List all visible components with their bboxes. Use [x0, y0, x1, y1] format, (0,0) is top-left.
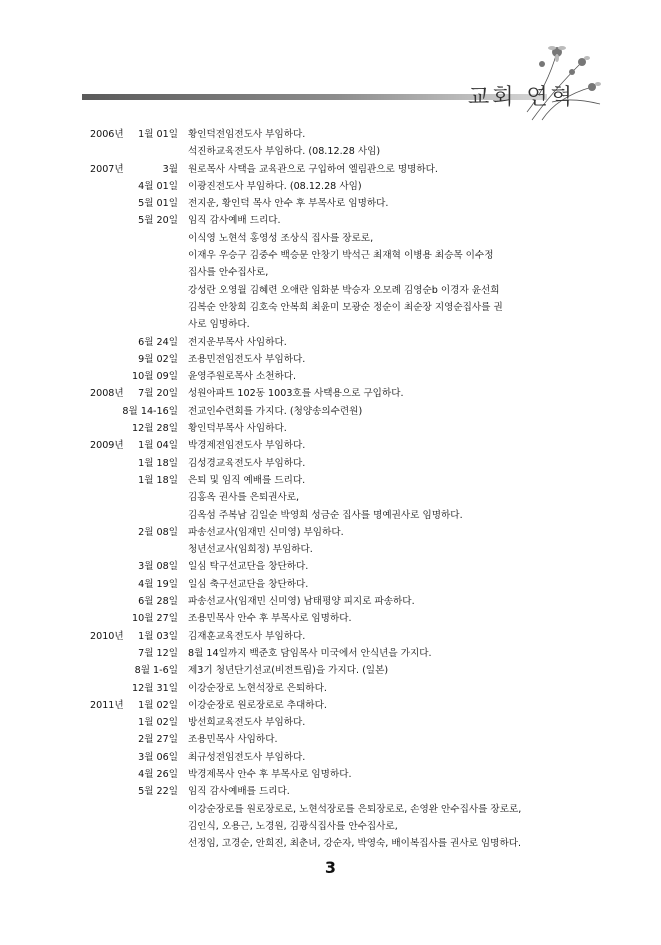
row-date: 3월 — [162, 163, 178, 175]
row-date: 1월 18일 — [138, 474, 178, 486]
row-text: 석진하교육전도사 부임하다. (08.12.28 사임) — [188, 146, 381, 158]
row-text: 이재우 우승구 김중수 백승문 안창기 박석근 최재혁 이병용 최승목 이수정 — [188, 250, 494, 262]
chronology-row — [0, 645, 661, 662]
row-date: 2월 27일 — [138, 734, 178, 746]
row-year: 2007년 — [90, 163, 124, 175]
row-text: 김복순 안창희 김호숙 안복희 최윤미 모광순 정순이 최순장 지영순집사를 권 — [188, 301, 503, 313]
row-date: 1월 02일 — [138, 699, 178, 711]
row-text: 방선희교육전도사 부임하다. — [188, 717, 306, 729]
page-number: 3 — [324, 858, 337, 877]
row-date: 6월 28일 — [138, 596, 178, 608]
chronology-row — [0, 334, 661, 351]
row-year: 2006년 — [90, 129, 124, 140]
row-text: 집사를 안수집사로, — [188, 267, 269, 279]
row-text: 이강순장로 노현석장로 은퇴하다. — [188, 682, 327, 694]
row-text: 김인식, 오용근, 노경원, 김광식집사를 안수집사로, — [188, 820, 398, 832]
chronology-row — [0, 731, 661, 748]
chronology-row — [0, 576, 661, 593]
row-text: 조용민전임전도사 부임하다. — [188, 353, 306, 365]
row-text: 이강순장로 원로장로로 추대하다. — [188, 699, 327, 711]
row-text: 일심 축구선교단을 창단하다. — [188, 578, 309, 590]
chronology-row — [0, 714, 661, 731]
chronology-row — [0, 801, 661, 818]
chronology-row — [0, 437, 661, 454]
chronology-row — [0, 489, 661, 506]
row-text: 원로목사 사택을 교육관으로 구입하여 엘림관으로 명명하다. — [188, 163, 438, 175]
row-year: 2009년 — [90, 440, 124, 452]
row-date: 5월 20일 — [138, 215, 178, 227]
chronology-row — [0, 247, 661, 264]
row-date: 2월 08일 — [138, 526, 178, 538]
row-text: 김재훈교육전도사 부임하다. — [188, 630, 306, 642]
chronology-row — [0, 143, 661, 160]
chronology-row — [0, 818, 661, 835]
row-date: 10월 09일 — [132, 371, 178, 383]
chronology-row — [0, 264, 661, 281]
chronology-row — [0, 835, 661, 852]
row-text: 이강순장로를 원로장로로, 노현석장로를 은퇴장로로, 손영완 안수집사를 장로로, — [188, 803, 522, 815]
chronology-row — [0, 385, 661, 402]
chronology-row — [0, 351, 661, 368]
row-text: 박경제목사 안수 후 부목사로 임명하다. — [188, 768, 352, 780]
chronology-row — [0, 507, 661, 524]
chronology-row — [0, 524, 661, 541]
chronology-row — [0, 628, 661, 645]
row-text: 파송선교사(임재민 신미영) 남태평양 피지로 파송하다. — [188, 596, 415, 608]
row-date: 1월 03일 — [138, 630, 178, 642]
row-text: 은퇴 및 임직 예배를 드리다. — [188, 474, 306, 486]
chronology-row — [0, 178, 661, 195]
row-date: 10월 27일 — [132, 613, 178, 625]
chronology-row — [0, 472, 661, 489]
row-text: 전지운부목사 사임하다. — [188, 336, 287, 348]
row-date: 12월 28일 — [132, 423, 178, 435]
chronology-row — [0, 541, 661, 558]
row-date: 6월 24일 — [138, 336, 178, 348]
row-text: 이식영 노현석 홍영성 조상식 집사를 장로로, — [188, 232, 374, 244]
row-text: 임직 감사예배를 드리다. — [188, 786, 290, 798]
chronology-row — [0, 697, 661, 714]
chronology-row — [0, 403, 661, 420]
chronology-list — [0, 126, 661, 852]
chronology-row — [0, 368, 661, 385]
row-date: 8월 14-16일 — [122, 405, 178, 417]
row-text: 강성란 오영월 김혜련 오애란 임화분 박승자 오모례 김영순b 이경자 윤선희 — [188, 284, 500, 296]
row-date: 1월 01일 — [138, 129, 178, 140]
row-date: 1월 18일 — [138, 457, 178, 469]
row-text: 조용민목사 사임하다. — [188, 734, 278, 746]
row-text: 황인덕전임전도사 부임하다. — [188, 129, 306, 140]
chronology-row — [0, 783, 661, 800]
chronology-row — [0, 455, 661, 472]
row-date: 9월 02일 — [138, 353, 178, 365]
row-date: 1월 04일 — [138, 440, 178, 452]
row-date: 4월 01일 — [138, 180, 178, 192]
row-text: 최규성전임전도사 부임하다. — [188, 751, 306, 763]
row-text: 전교인수련회를 가지다. (청양송의수련원) — [188, 405, 363, 417]
row-text: 김성경교육전도사 부임하다. — [188, 457, 306, 469]
chronology-row — [0, 195, 661, 212]
chronology-row — [0, 662, 661, 679]
row-date: 5월 01일 — [138, 198, 178, 210]
chronology-row — [0, 558, 661, 575]
row-text: 청년선교사(임희정) 부임하다. — [188, 544, 313, 556]
chronology-row — [0, 766, 661, 783]
chronology-row — [0, 161, 661, 178]
row-text: 사로 임명하다. — [188, 319, 250, 331]
chronology-row — [0, 126, 661, 143]
row-text: 일심 탁구선교단을 창단하다. — [188, 561, 309, 573]
chronology-row — [0, 282, 661, 299]
row-text: 황인덕부목사 사임하다. — [188, 423, 287, 435]
row-text: 제3기 청년단기선교(비전트립)을 가지다. (일본) — [188, 665, 389, 677]
chronology-row — [0, 316, 661, 333]
row-date: 3월 06일 — [138, 751, 178, 763]
row-text: 성원아파트 102동 1003호를 사택용으로 구입하다. — [188, 388, 404, 400]
chronology-row — [0, 749, 661, 766]
row-text: 전지운, 황인덕 목사 안수 후 부목사로 임명하다. — [188, 198, 389, 210]
row-text: 김옥섬 주복남 김일순 박영희 성금순 집사를 명예권사로 임명하다. — [188, 509, 463, 521]
row-date: 5월 22일 — [138, 786, 178, 798]
row-text: 이광진전도사 부임하다. (08.12.28 사임) — [188, 180, 362, 192]
row-year: 2011년 — [90, 699, 124, 711]
row-date: 3월 08일 — [138, 561, 178, 573]
row-date: 1월 02일 — [138, 717, 178, 729]
row-text: 파송선교사(임재민 신미영) 부임하다. — [188, 526, 344, 538]
row-date: 12월 31일 — [132, 682, 178, 694]
row-date: 4월 19일 — [138, 578, 178, 590]
row-year: 2010년 — [90, 630, 124, 642]
row-text: 김홍옥 권사를 은퇴권사로, — [188, 492, 300, 504]
chronology-row — [0, 230, 661, 247]
chronology-row — [0, 593, 661, 610]
row-text: 선정임, 고경순, 안희진, 최춘녀, 강순자, 박영숙, 배이복집사를 권사로 임명하다. — [188, 838, 522, 850]
chronology-row — [0, 420, 661, 437]
row-text: 박경제전임전도사 부임하다. — [188, 440, 306, 452]
row-date: 7월 12일 — [138, 647, 178, 659]
row-text: 8월 14일까지 백준호 담임목사 미국에서 안식년을 가지다. — [188, 647, 432, 659]
chronology-row — [0, 212, 661, 229]
chronology-row — [0, 610, 661, 627]
row-text: 임직 감사예배 드리다. — [188, 215, 281, 227]
row-date: 7월 20일 — [138, 388, 178, 400]
chronology-row — [0, 299, 661, 316]
row-date: 8월 1-6일 — [134, 665, 178, 677]
row-year: 2008년 — [90, 388, 124, 400]
row-text: 윤영주원로목사 소천하다. — [188, 371, 297, 383]
row-text: 조용민목사 안수 후 부목사로 임명하다. — [188, 613, 352, 625]
page-title: 교회 연혁 — [468, 85, 576, 110]
chronology-row — [0, 680, 661, 697]
row-date: 4월 26일 — [138, 768, 178, 780]
